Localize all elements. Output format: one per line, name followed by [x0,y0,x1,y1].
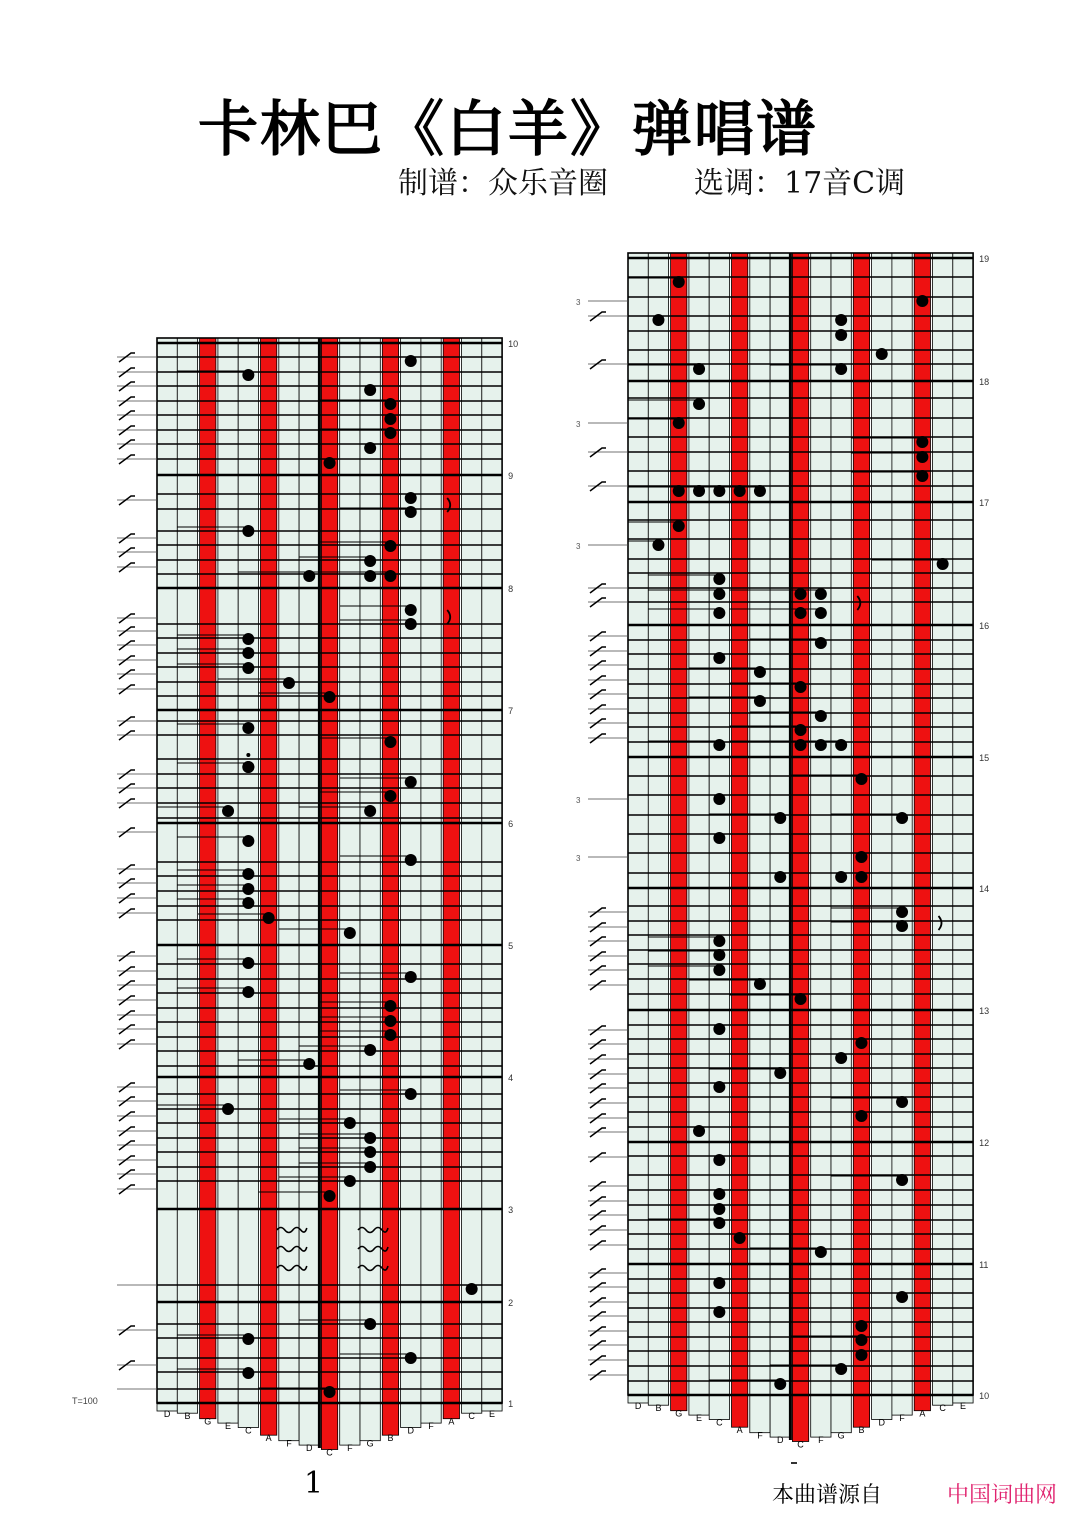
eighth-flag-icon [119,440,135,449]
tine-label: C [797,1439,804,1450]
tine-A [732,253,748,1427]
tine-B [853,253,869,1427]
eighth-flag-icon [119,1025,135,1034]
eighth-flag-icon [590,482,606,491]
eighth-flag-icon [119,784,135,793]
tine-label: B [655,1403,662,1414]
eighth-flag-icon [119,1185,135,1194]
tine-G [360,338,380,1441]
eighth-flag-icon [590,937,606,946]
dash-mark [791,1462,797,1464]
tine-E [218,338,238,1423]
eighth-flag-icon [590,966,606,975]
tine-label: D [634,1401,642,1411]
tine-label: F [347,1443,353,1454]
eighth-flag-icon [119,1156,135,1165]
eighth-flag-icon [119,879,135,888]
measure-number: 6 [508,819,514,829]
tine-label: F [899,1413,905,1424]
eighth-flag-icon [119,368,135,377]
tine-A [914,253,930,1411]
measure-number: 18 [979,377,990,387]
measure-number: 3 [508,1205,514,1215]
arranger-credit: 制谱：众乐音圈 [398,166,608,201]
eighth-flag-icon [119,496,135,505]
tine-label: E [959,1401,966,1411]
tine-A [443,338,459,1419]
eighth-flag-icon [119,909,135,918]
eighth-flag-icon [119,1011,135,1020]
eighth-flag-icon [590,1298,606,1307]
tine-D [628,253,648,1403]
eighth-flag-icon [119,1170,135,1179]
key-selection: 选调：17音C调 [694,166,906,201]
eighth-flag-icon [119,1083,135,1092]
eighth-flag-icon [590,1084,606,1093]
eighth-flag-icon [590,981,606,990]
eighth-flag-icon [119,952,135,961]
measure-number: 2 [508,1298,514,1308]
measure-number: 12 [979,1138,990,1148]
eighth-flag-icon [119,353,135,362]
eighth-flag-icon [119,717,135,726]
eighth-flag-icon [590,719,606,728]
measure-number: 9 [508,471,514,481]
tine-F [421,338,441,1423]
eighth-flag-icon [590,705,606,714]
tine-label: A [448,1416,455,1427]
tine-C [933,253,953,1405]
tine-label: F [428,1421,434,1432]
eighth-flag-icon [119,426,135,435]
eighth-flag-icon [119,656,135,665]
source-label: 本曲谱源自 [772,1483,883,1508]
eighth-flag-icon [590,1040,606,1049]
eighth-flag-icon [590,1128,606,1137]
tine-label: E [488,1409,495,1419]
tine-label: C [326,1447,333,1458]
eighth-flag-icon [590,676,606,685]
tine-D [872,253,892,1420]
eighth-flag-icon [119,967,135,976]
tine-label: B [858,1425,865,1436]
measure-number: 14 [979,884,990,894]
measure-number: 8 [508,584,514,594]
tine-label: E [225,1421,232,1432]
eighth-flag-icon [119,1127,135,1136]
eighth-flag-icon [119,1040,135,1049]
eighth-flag-icon [119,563,135,572]
measure-number: 13 [979,1006,990,1016]
eighth-flag-icon [119,411,135,420]
tine-G [831,253,851,1433]
tine-label: C [716,1417,723,1428]
eighth-flag-icon [590,908,606,917]
eighth-flag-icon [119,1361,135,1370]
measure-number: 17 [979,498,990,508]
measure-number: 11 [979,1260,989,1270]
eighth-flag-icon [119,548,135,557]
eighth-flag-icon [590,1182,606,1191]
eighth-flag-icon [119,1097,135,1106]
eighth-flag-icon [119,894,135,903]
tempo-label: T=100 [72,1396,98,1406]
eighth-flag-icon [590,1327,606,1336]
tine-label: A [736,1425,743,1436]
eighth-flag-icon [119,1326,135,1335]
eighth-flag-icon [119,685,135,694]
eighth-flag-icon [590,1026,606,1035]
eighth-flag-icon [590,923,606,932]
eighth-flag-icon [590,1099,606,1108]
tine-D [770,253,790,1437]
tine-B [648,253,668,1405]
tine-F [750,253,770,1433]
eighth-flag-icon [119,614,135,623]
eighth-flag-icon [119,397,135,406]
eighth-flag-icon [119,1141,135,1150]
eighth-flag-icon [119,382,135,391]
triplet-mark: 3 [576,298,581,307]
tine-label: G [837,1430,845,1441]
eighth-flag-icon [590,1283,606,1292]
dot-mark [246,753,250,757]
eighth-flag-icon [590,1153,606,1162]
eighth-flag-icon [119,996,135,1005]
tine-label: G [204,1416,212,1427]
tine-label: B [184,1411,191,1422]
measure-number: 7 [508,706,514,716]
tine-C [238,338,258,1428]
eighth-flag-icon [590,647,606,656]
eighth-flag-icon [119,770,135,779]
measure-number: 16 [979,621,990,631]
eighth-flag-icon [119,627,135,636]
eighth-flag-icon [590,360,606,369]
eighth-flag-icon [590,952,606,961]
measure-number: 10 [979,1391,990,1401]
eighth-flag-icon [590,1197,606,1206]
eighth-flag-icon [590,1226,606,1235]
tine-G [200,338,216,1419]
tine-label: D [777,1435,784,1446]
tine-label: C [939,1403,946,1414]
eighth-flag-icon [590,661,606,670]
tine-label: D [407,1425,414,1436]
eighth-flag-icon [119,1112,135,1121]
eighth-flag-icon [590,1070,606,1079]
eighth-flag-icon [119,455,135,464]
tine-F [811,253,831,1437]
eighth-flag-icon [590,1341,606,1350]
tine-F [279,338,299,1441]
eighth-flag-icon [119,641,135,650]
eighth-flag-icon [590,1356,606,1365]
eighth-flag-icon [590,1241,606,1250]
measure-number: 1 [508,1399,514,1409]
eighth-flag-icon [119,799,135,808]
eighth-flag-icon [119,865,135,874]
triplet-mark: 3 [576,420,581,429]
tine-label: F [818,1435,824,1446]
page-title: 卡林巴《白羊》弹唱谱 [198,95,818,165]
eighth-flag-icon [590,1114,606,1123]
tine-label: F [757,1430,763,1441]
eighth-flag-icon [590,734,606,743]
measure-number: 5 [508,941,514,951]
eighth-flag-icon [119,981,135,990]
measure-number: 4 [508,1073,514,1083]
eighth-flag-icon [590,1312,606,1321]
eighth-flag-icon [119,670,135,679]
tine-label: D [878,1417,885,1428]
tine-label: G [675,1408,683,1419]
tine-label: A [265,1433,272,1444]
eighth-flag-icon [590,1055,606,1064]
eighth-flag-icon [590,1269,606,1278]
triplet-mark: 3 [576,542,581,551]
tine-label: F [286,1438,292,1449]
eighth-flag-icon [590,584,606,593]
note-dot [242,761,254,773]
triplet-mark: 3 [576,796,581,805]
page-number: 1 [304,1466,324,1501]
eighth-flag-icon [590,598,606,607]
tine-label: G [366,1438,374,1449]
eighth-flag-icon [590,448,606,457]
tine-label: C [468,1411,475,1422]
tine-E [953,253,973,1403]
eighth-flag-icon [590,632,606,641]
measure-number: 15 [979,753,990,763]
source-site-link[interactable]: 中国词曲网 [947,1483,1058,1508]
eighth-flag-icon [590,1371,606,1380]
tine-label: E [696,1413,703,1424]
eighth-flag-icon [119,731,135,740]
eighth-flag-icon [119,828,135,837]
eighth-flag-icon [119,534,135,543]
tine-label: D [306,1443,313,1454]
measure-number: 19 [979,254,990,264]
tine-label: C [245,1425,252,1436]
eighth-flag-icon [590,690,606,699]
tine-label: A [919,1408,926,1419]
triplet-mark: 3 [576,854,581,863]
measure-number: 10 [508,339,519,349]
chart-left [117,338,518,1458]
chart-right [576,253,989,1450]
tine-D [157,338,177,1411]
eighth-flag-icon [590,312,606,321]
tine-A [261,338,277,1435]
eighth-flag-icon [590,1211,606,1220]
tine-E [482,338,502,1411]
tine-label: D [163,1409,171,1419]
tine-C [321,338,337,1450]
tine-label: B [387,1433,394,1444]
